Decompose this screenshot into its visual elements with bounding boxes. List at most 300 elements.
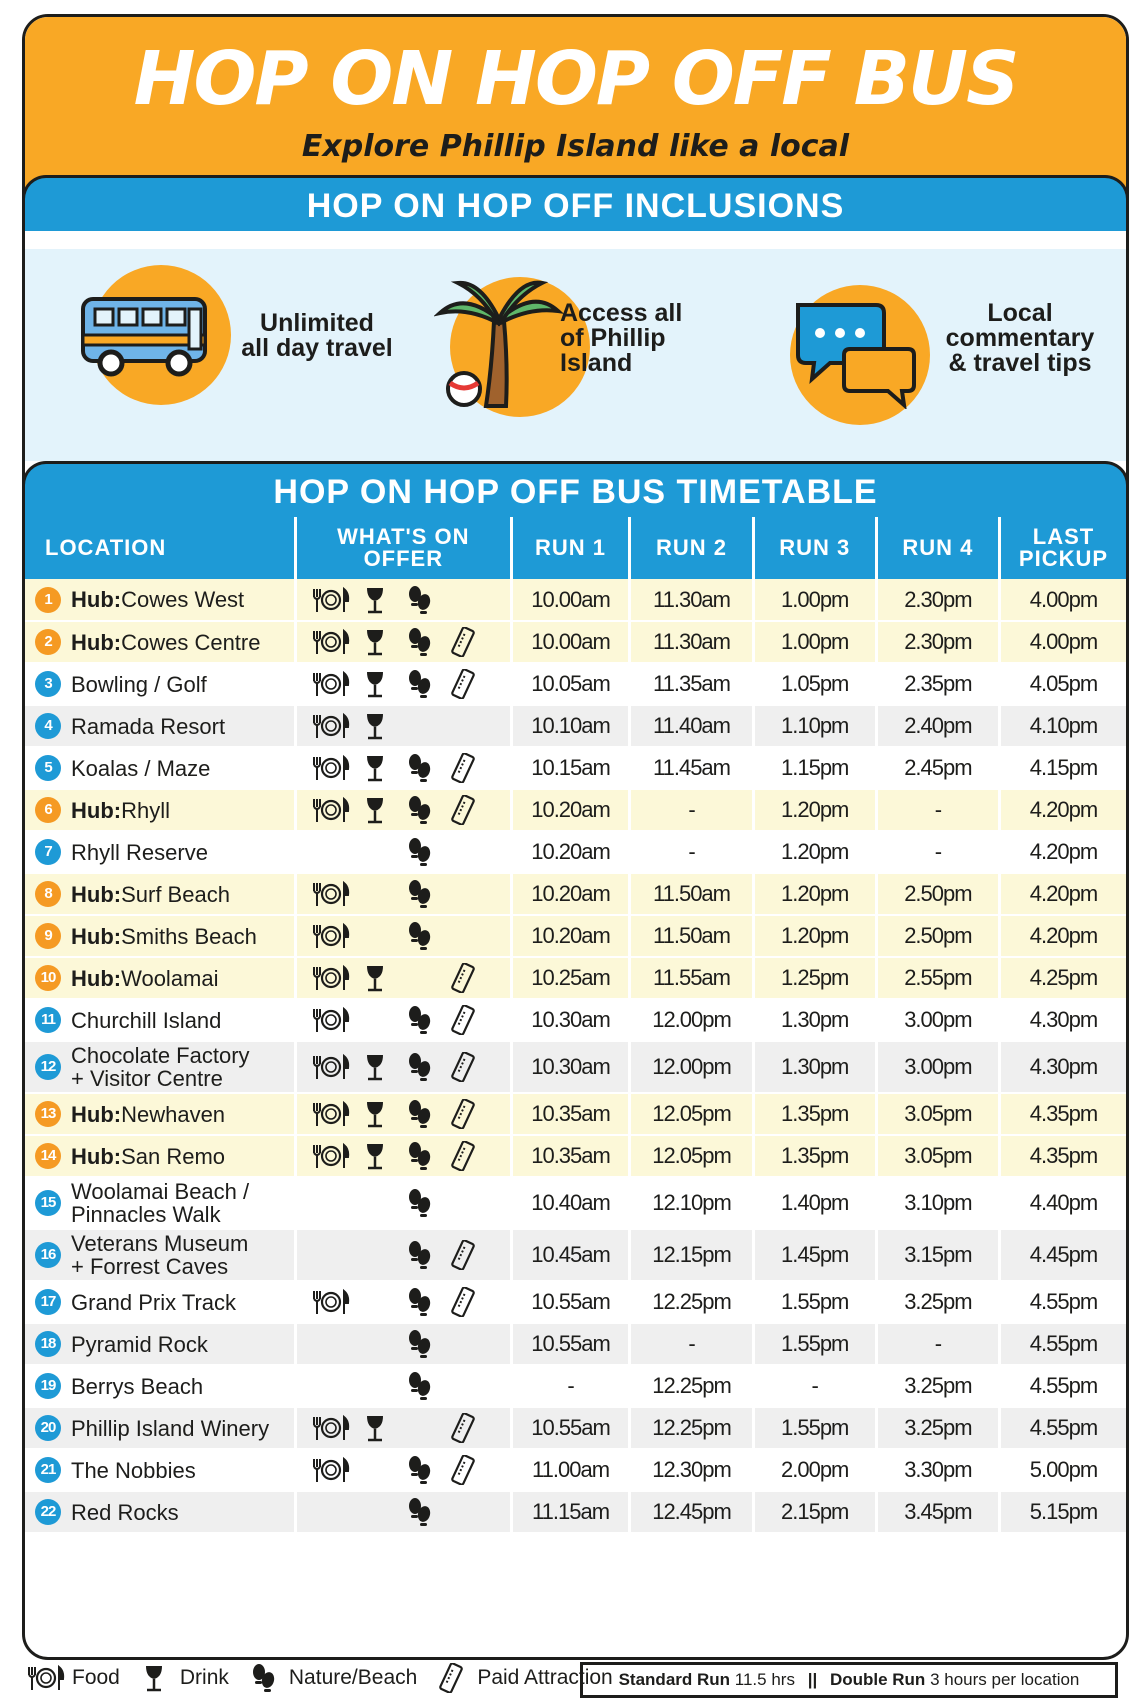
empty-slot	[355, 1240, 395, 1270]
empty-slot	[311, 1188, 351, 1218]
paid-attraction-icon	[443, 753, 483, 783]
food-icon	[311, 1141, 351, 1171]
nature-icon	[399, 1287, 439, 1317]
stop-number-badge: 7	[35, 839, 61, 865]
run-4-time: 3.25pm	[876, 1365, 999, 1407]
hub-label: Hub:	[71, 797, 122, 823]
location-name-line: Berrys Beach	[71, 1373, 204, 1399]
location-cell	[25, 1135, 296, 1177]
stop-number-badge: 12	[35, 1054, 61, 1080]
run-3-time: 1.35pm	[753, 1093, 876, 1135]
legend-drink	[134, 1663, 229, 1693]
empty-slot	[443, 585, 483, 615]
inclusion-text-travel: Unlimited all day travel	[241, 309, 393, 362]
location-name-line: Churchill Island	[71, 1007, 222, 1033]
last-pickup-time: 4.00pm	[999, 579, 1126, 621]
run-3-time: 1.10pm	[753, 705, 876, 747]
run-1-time: -	[511, 1365, 630, 1407]
run-1-time: 11.15am	[511, 1491, 630, 1533]
table-row	[25, 1281, 1126, 1323]
hub-label: Hub:	[71, 629, 122, 655]
hub-label: Hub:	[71, 1101, 122, 1127]
run-4-time: 3.25pm	[876, 1281, 999, 1323]
location-name	[71, 1009, 221, 1032]
location-name	[71, 1417, 269, 1440]
run-2-time: 11.35am	[630, 663, 753, 705]
location-cell	[25, 831, 296, 873]
column-header-location: LOCATION	[25, 517, 296, 579]
offer-cell	[296, 1135, 512, 1177]
location-name-line: + Forrest Caves	[71, 1254, 229, 1279]
food-icon	[26, 1663, 66, 1693]
stop-number-badge: 9	[35, 923, 61, 949]
empty-slot	[443, 837, 483, 867]
drink-icon	[355, 669, 395, 699]
run-3-time: 1.00pm	[753, 621, 876, 663]
paid-attraction-icon	[443, 1240, 483, 1270]
table-row	[25, 663, 1126, 705]
run-3-time: 1.55pm	[753, 1323, 876, 1365]
food-icon	[311, 921, 351, 951]
paid-attraction-icon	[443, 669, 483, 699]
stop-number-badge: 17	[35, 1289, 61, 1315]
last-pickup-time: 4.35pm	[999, 1093, 1126, 1135]
stop-number-badge: 8	[35, 881, 61, 907]
standard-run-label: Standard Run	[618, 1670, 731, 1689]
location-name-line: Rhyll Reserve	[71, 839, 208, 865]
last-pickup-time: 4.30pm	[999, 999, 1126, 1041]
run-1-time: 10.30am	[511, 999, 630, 1041]
location-name-line: Pinnacles Walk	[71, 1202, 221, 1227]
nature-icon	[399, 1329, 439, 1359]
offer-cell	[296, 1093, 512, 1135]
last-pickup-time: 4.20pm	[999, 831, 1126, 873]
nature-icon	[399, 1005, 439, 1035]
run-1-time: 10.20am	[511, 915, 630, 957]
stop-number-badge: 18	[35, 1331, 61, 1357]
last-pickup-time: 4.15pm	[999, 747, 1126, 789]
run-separator: ||	[807, 1670, 818, 1689]
last-pickup-time: 4.35pm	[999, 1135, 1126, 1177]
location-cell	[25, 1407, 296, 1449]
empty-slot	[443, 711, 483, 741]
run-2-time: 11.45am	[630, 747, 753, 789]
run-1-time: 10.35am	[511, 1135, 630, 1177]
location-name	[71, 1333, 208, 1356]
stop-number-badge: 6	[35, 797, 61, 823]
offer-cell	[296, 1323, 512, 1365]
location-cell	[25, 705, 296, 747]
run-4-time: 2.35pm	[876, 663, 999, 705]
inclusion-text-access: Access all of Phillip Island	[560, 299, 683, 377]
run-3-time: 1.35pm	[753, 1135, 876, 1177]
empty-slot	[355, 837, 395, 867]
empty-slot	[443, 1329, 483, 1359]
run-2-time: -	[630, 1323, 753, 1365]
stop-number-badge: 10	[35, 965, 61, 991]
stop-number-badge: 5	[35, 755, 61, 781]
timetable-body	[25, 579, 1126, 1533]
location-name	[71, 588, 244, 611]
empty-slot	[355, 1455, 395, 1485]
drink-icon	[355, 627, 395, 657]
offer-cell	[296, 873, 512, 915]
location-cell	[25, 1093, 296, 1135]
last-pickup-time: 4.30pm	[999, 1041, 1126, 1093]
drink-icon	[355, 795, 395, 825]
run-3-time: 1.30pm	[753, 999, 876, 1041]
empty-slot	[399, 711, 439, 741]
stop-number-badge: 22	[35, 1499, 61, 1525]
location-name-line: Phillip Island Winery	[71, 1415, 270, 1441]
last-pickup-time: 4.05pm	[999, 663, 1126, 705]
location-name-line: Koalas / Maze	[71, 755, 211, 781]
empty-slot	[355, 921, 395, 951]
drink-icon	[355, 1141, 395, 1171]
stop-number-badge: 1	[35, 587, 61, 613]
location-name-line: + Visitor Centre	[71, 1066, 223, 1091]
offer-cell	[296, 579, 512, 621]
paid-attraction-icon	[443, 1287, 483, 1317]
timetable-table	[25, 517, 1126, 1534]
location-name	[71, 1459, 196, 1482]
run-4-time: 3.00pm	[876, 999, 999, 1041]
nature-icon	[399, 837, 439, 867]
location-name-line: The Nobbies	[71, 1457, 196, 1483]
page-subtitle: Explore Phillip Island like a local	[301, 129, 850, 164]
location-cell	[25, 663, 296, 705]
table-row	[25, 1407, 1126, 1449]
offer-cell	[296, 663, 512, 705]
last-pickup-time: 4.55pm	[999, 1365, 1126, 1407]
timetable-header-row	[25, 517, 1126, 579]
last-pickup-time: 4.55pm	[999, 1323, 1126, 1365]
table-row	[25, 1093, 1126, 1135]
location-name	[71, 1145, 225, 1168]
run-2-time: 11.40am	[630, 705, 753, 747]
page-title: HOP ON HOP OFF BUS	[133, 36, 1018, 122]
location-cell	[25, 1491, 296, 1533]
stop-number-badge: 15	[35, 1190, 61, 1216]
empty-slot	[443, 879, 483, 909]
nature-icon	[399, 627, 439, 657]
stop-number-badge: 16	[35, 1242, 61, 1268]
offer-cell	[296, 1449, 512, 1491]
run-3-time: 1.55pm	[753, 1407, 876, 1449]
nature-icon	[399, 1141, 439, 1171]
nature-icon	[399, 1497, 439, 1527]
location-name-line: Woolamai	[121, 965, 219, 991]
empty-slot	[443, 921, 483, 951]
location-name-line: Grand Prix Track	[71, 1289, 237, 1315]
table-row	[25, 1449, 1126, 1491]
run-2-time: 12.00pm	[630, 1041, 753, 1093]
location-name	[71, 925, 257, 948]
inclusion-item-access	[420, 249, 730, 461]
location-name	[71, 967, 219, 990]
location-name-line: Woolamai Beach /	[71, 1179, 250, 1204]
food-icon	[311, 1052, 351, 1082]
location-name	[71, 1375, 203, 1398]
table-row	[25, 1177, 1126, 1229]
column-header-last-pickup: LAST PICKUP	[999, 517, 1126, 579]
location-name-line: Red Rocks	[71, 1499, 179, 1525]
location-name	[71, 799, 170, 822]
run-4-time: -	[876, 831, 999, 873]
legend	[26, 1658, 627, 1698]
run-3-time: 1.20pm	[753, 915, 876, 957]
double-run-label: Double Run	[829, 1670, 926, 1689]
run-3-time: 1.00pm	[753, 579, 876, 621]
run-2-time: 12.15pm	[630, 1229, 753, 1281]
table-row	[25, 873, 1126, 915]
location-cell	[25, 789, 296, 831]
offer-cell	[296, 999, 512, 1041]
empty-slot	[355, 1287, 395, 1317]
legend-food	[26, 1663, 120, 1693]
location-name-line: Surf Beach	[121, 881, 230, 907]
run-1-time: 10.30am	[511, 1041, 630, 1093]
empty-slot	[443, 1497, 483, 1527]
location-name	[71, 1044, 250, 1090]
location-name	[71, 1232, 248, 1278]
offer-cell	[296, 915, 512, 957]
nature-icon	[399, 1371, 439, 1401]
last-pickup-time: 5.00pm	[999, 1449, 1126, 1491]
table-row	[25, 747, 1126, 789]
run-4-time: 2.45pm	[876, 747, 999, 789]
paid-attraction-icon	[443, 795, 483, 825]
table-row	[25, 1491, 1126, 1533]
run-4-time: 2.55pm	[876, 957, 999, 999]
table-row	[25, 1323, 1126, 1365]
run-3-time: 1.05pm	[753, 663, 876, 705]
legend-nature	[243, 1663, 417, 1693]
run-2-time: 11.55am	[630, 957, 753, 999]
run-3-time: 1.20pm	[753, 789, 876, 831]
location-name-line: Bowling / Golf	[71, 671, 207, 697]
run-3-time: 1.15pm	[753, 747, 876, 789]
run-2-time: 12.45pm	[630, 1491, 753, 1533]
location-name	[71, 1501, 179, 1524]
inclusions-panel	[25, 249, 1126, 461]
last-pickup-time: 4.40pm	[999, 1177, 1126, 1229]
drink-icon	[355, 963, 395, 993]
paid-attraction-icon	[443, 963, 483, 993]
location-name-line: Veterans Museum	[71, 1231, 249, 1256]
run-4-time: 2.50pm	[876, 915, 999, 957]
location-name	[71, 883, 230, 906]
run-1-time: 10.15am	[511, 747, 630, 789]
location-cell	[25, 1229, 296, 1281]
last-pickup-time: 4.20pm	[999, 789, 1126, 831]
offer-cell	[296, 1041, 512, 1093]
paid-attraction-icon	[431, 1663, 471, 1693]
header-banner	[25, 17, 1126, 197]
location-cell	[25, 1177, 296, 1229]
last-pickup-time: 5.15pm	[999, 1491, 1126, 1533]
offer-cell	[296, 747, 512, 789]
table-row	[25, 705, 1126, 747]
inclusion-text-commentary: Local commentary & travel tips	[945, 299, 1095, 377]
food-icon	[311, 711, 351, 741]
last-pickup-time: 4.20pm	[999, 915, 1126, 957]
hub-label: Hub:	[71, 881, 122, 907]
run-4-time: 2.40pm	[876, 705, 999, 747]
nature-icon	[399, 879, 439, 909]
empty-slot	[311, 1240, 351, 1270]
run-1-time: 11.00am	[511, 1449, 630, 1491]
timetable-heading: HOP ON HOP OFF BUS TIMETABLE	[22, 461, 1129, 517]
run-1-time: 10.55am	[511, 1407, 630, 1449]
run-1-time: 10.05am	[511, 663, 630, 705]
food-icon	[311, 585, 351, 615]
run-3-time: 1.20pm	[753, 873, 876, 915]
table-row	[25, 999, 1126, 1041]
location-name-line: Ramada Resort	[71, 713, 226, 739]
last-pickup-time: 4.00pm	[999, 621, 1126, 663]
offer-cell	[296, 789, 512, 831]
run-1-time: 10.40am	[511, 1177, 630, 1229]
stop-number-badge: 2	[35, 629, 61, 655]
location-name-line: San Remo	[121, 1143, 226, 1169]
food-icon	[311, 1287, 351, 1317]
hub-label: Hub:	[71, 965, 122, 991]
run-4-time: 3.00pm	[876, 1041, 999, 1093]
location-name	[71, 841, 208, 864]
nature-icon	[399, 795, 439, 825]
drink-icon	[355, 1099, 395, 1129]
run-1-time: 10.20am	[511, 789, 630, 831]
food-icon	[311, 1413, 351, 1443]
run-2-time: 12.05pm	[630, 1093, 753, 1135]
offer-cell	[296, 1229, 512, 1281]
run-2-time: 12.25pm	[630, 1365, 753, 1407]
location-name	[71, 1103, 225, 1126]
drink-icon	[355, 711, 395, 741]
run-1-time: 10.20am	[511, 873, 630, 915]
drink-icon	[355, 753, 395, 783]
table-row	[25, 915, 1126, 957]
paid-attraction-icon	[443, 1052, 483, 1082]
nature-icon	[399, 1099, 439, 1129]
run-3-time: 1.55pm	[753, 1281, 876, 1323]
offer-cell	[296, 1177, 512, 1229]
stop-number-badge: 13	[35, 1101, 61, 1127]
last-pickup-time: 4.25pm	[999, 957, 1126, 999]
offer-cell	[296, 831, 512, 873]
nature-icon	[399, 1052, 439, 1082]
location-name-line: Cowes West	[121, 587, 245, 612]
location-name-line: Pyramid Rock	[71, 1331, 208, 1357]
empty-slot	[355, 879, 395, 909]
paid-attraction-icon	[443, 1455, 483, 1485]
table-row	[25, 579, 1126, 621]
run-2-time: 11.30am	[630, 621, 753, 663]
location-name	[71, 715, 225, 738]
drink-icon	[134, 1663, 174, 1693]
table-row	[25, 1041, 1126, 1093]
stop-number-badge: 14	[35, 1143, 61, 1169]
nature-icon	[399, 1188, 439, 1218]
food-icon	[311, 963, 351, 993]
inclusion-item-travel	[77, 249, 407, 461]
column-header-run-2: RUN 2	[630, 517, 753, 579]
run-1-time: 10.25am	[511, 957, 630, 999]
run-4-time: 3.05pm	[876, 1135, 999, 1177]
offer-cell	[296, 1491, 512, 1533]
offer-cell	[296, 1407, 512, 1449]
location-name-line: Chocolate Factory	[71, 1043, 250, 1068]
table-row	[25, 1135, 1126, 1177]
food-icon	[311, 795, 351, 825]
run-3-time: 1.45pm	[753, 1229, 876, 1281]
run-1-time: 10.55am	[511, 1281, 630, 1323]
empty-slot	[399, 963, 439, 993]
run-1-time: 10.20am	[511, 831, 630, 873]
empty-slot	[443, 1188, 483, 1218]
nature-icon	[399, 1455, 439, 1485]
run-1-time: 10.00am	[511, 621, 630, 663]
stop-number-badge: 20	[35, 1415, 61, 1441]
run-1-time: 10.55am	[511, 1323, 630, 1365]
run-3-time: 1.40pm	[753, 1177, 876, 1229]
location-name-line: Newhaven	[121, 1101, 226, 1127]
run-4-time: 3.10pm	[876, 1177, 999, 1229]
location-name	[71, 1180, 249, 1226]
standard-run-value: 11.5 hrs	[734, 1670, 795, 1689]
empty-slot	[311, 1329, 351, 1359]
bus-icon	[77, 289, 217, 379]
run-2-time: 12.25pm	[630, 1281, 753, 1323]
run-1-time: 10.45am	[511, 1229, 630, 1281]
run-4-time: 2.30pm	[876, 579, 999, 621]
run-2-time: 12.05pm	[630, 1135, 753, 1177]
last-pickup-time: 4.10pm	[999, 705, 1126, 747]
location-cell	[25, 873, 296, 915]
location-cell	[25, 915, 296, 957]
empty-slot	[311, 1371, 351, 1401]
table-row	[25, 1365, 1126, 1407]
empty-slot	[399, 1413, 439, 1443]
table-row	[25, 621, 1126, 663]
run-3-time: 1.25pm	[753, 957, 876, 999]
run-2-time: 11.50am	[630, 915, 753, 957]
stop-number-badge: 11	[35, 1007, 61, 1033]
inclusion-item-commentary	[750, 249, 1120, 461]
location-cell	[25, 1449, 296, 1491]
food-icon	[311, 627, 351, 657]
paid-attraction-icon	[443, 1005, 483, 1035]
table-row	[25, 957, 1126, 999]
location-cell	[25, 1323, 296, 1365]
column-header-run-4: RUN 4	[876, 517, 999, 579]
run-2-time: 12.00pm	[630, 999, 753, 1041]
empty-slot	[355, 1497, 395, 1527]
run-3-time: 1.30pm	[753, 1041, 876, 1093]
paid-attraction-icon	[443, 1413, 483, 1443]
double-run-value: 3 hours per location	[930, 1670, 1080, 1689]
run-2-time: 11.30am	[630, 579, 753, 621]
nature-icon	[399, 669, 439, 699]
food-icon	[311, 1099, 351, 1129]
run-3-time: -	[753, 1365, 876, 1407]
run-4-time: -	[876, 1323, 999, 1365]
offer-cell	[296, 705, 512, 747]
run-4-time: 2.50pm	[876, 873, 999, 915]
run-2-time: 12.10pm	[630, 1177, 753, 1229]
legend-paid-label: Paid Attraction	[477, 1666, 613, 1689]
